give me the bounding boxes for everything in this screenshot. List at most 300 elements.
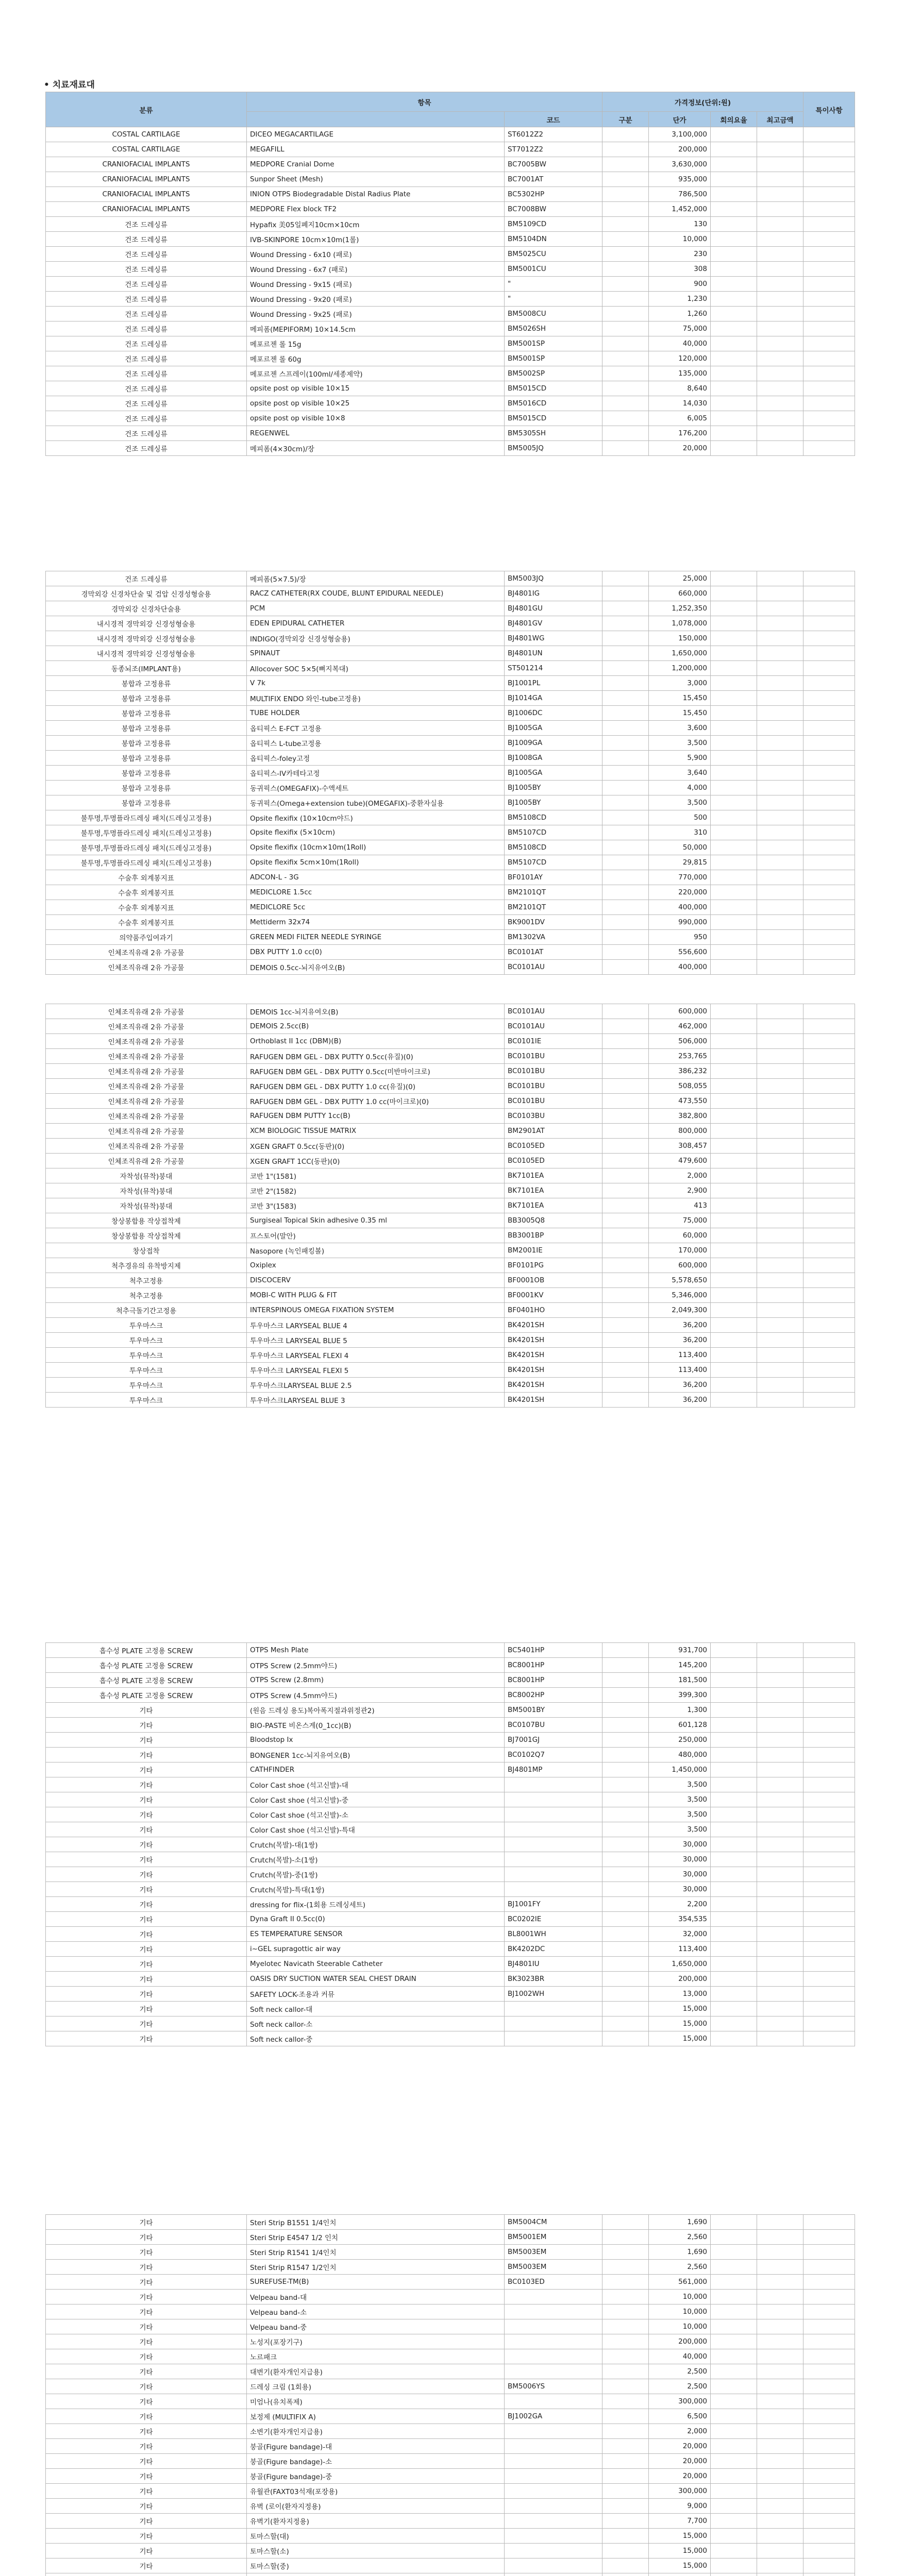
category-cell: 기타 xyxy=(46,1777,247,1792)
code-cell: BJ4801GU xyxy=(505,601,602,616)
code-cell: BC8001HP xyxy=(505,1673,602,1688)
item-name-cell: MEDICLORE 5cc xyxy=(247,900,505,915)
table-row xyxy=(46,2260,855,2275)
rate-cell xyxy=(711,2424,757,2439)
max-amount-cell xyxy=(757,127,803,142)
max-amount-cell xyxy=(757,1867,803,1882)
rate-cell xyxy=(711,1139,757,1154)
table-row xyxy=(46,646,855,661)
category-cell: 기타 xyxy=(46,2016,247,2031)
rate-cell xyxy=(711,1942,757,1957)
item-name-cell: Wound Dressing - 9x15 (패로) xyxy=(247,277,505,292)
category-cell: 내시경적 경막외강 신경성형술용 xyxy=(46,616,247,631)
code-cell xyxy=(505,2002,602,2016)
type-cell xyxy=(602,2394,649,2409)
note-cell xyxy=(803,840,855,855)
unit-price-cell: 1,300 xyxy=(649,1703,711,1718)
category-cell: 기타 xyxy=(46,2558,247,2573)
note-cell xyxy=(803,1094,855,1109)
max-amount-cell xyxy=(757,1228,803,1243)
category-cell: 기타 xyxy=(46,1852,247,1867)
max-amount-cell xyxy=(757,247,803,262)
max-amount-cell xyxy=(757,2379,803,2394)
rate-cell xyxy=(711,1228,757,1243)
type-cell xyxy=(602,751,649,766)
max-amount-cell xyxy=(757,1243,803,1258)
max-amount-cell xyxy=(757,1673,803,1688)
note-cell xyxy=(803,1972,855,1987)
table-row xyxy=(46,751,855,766)
code-cell: BK7101EA xyxy=(505,1183,602,1198)
max-amount-cell xyxy=(757,2304,803,2319)
table-row xyxy=(46,232,855,247)
max-amount-cell xyxy=(757,366,803,381)
category-cell: 건조 드레싱류 xyxy=(46,426,247,441)
max-amount-cell xyxy=(757,721,803,736)
rate-cell xyxy=(711,810,757,825)
max-amount-cell xyxy=(757,2469,803,2484)
item-name-cell: Oxiplex xyxy=(247,1258,505,1273)
type-cell xyxy=(602,1333,649,1348)
item-name-cell: XGEN GRAFT 0.5cc(동판)(0) xyxy=(247,1139,505,1154)
header-item: 항목 xyxy=(247,92,602,112)
table-row xyxy=(46,825,855,840)
code-cell: BM5015CD xyxy=(505,381,602,396)
type-cell xyxy=(602,616,649,631)
type-cell xyxy=(602,336,649,351)
rate-cell xyxy=(711,825,757,840)
max-amount-cell xyxy=(757,2558,803,2573)
table-row xyxy=(46,262,855,277)
type-cell xyxy=(602,411,649,426)
item-name-cell: 메포르젠 롤 15g xyxy=(247,336,505,351)
category-cell: 경막외강 신경차단술용 xyxy=(46,601,247,616)
unit-price-cell: 40,000 xyxy=(649,2349,711,2364)
category-cell: 기타 xyxy=(46,2379,247,2394)
item-name-cell: PCM xyxy=(247,601,505,616)
item-name-cell: REGENWEL xyxy=(247,426,505,441)
category-cell: 기타 xyxy=(46,1733,247,1748)
rate-cell xyxy=(711,1807,757,1822)
table-row xyxy=(46,426,855,441)
table-row xyxy=(46,1213,855,1228)
code-cell: BM5026SH xyxy=(505,321,602,336)
note-cell xyxy=(803,1198,855,1213)
max-amount-cell xyxy=(757,840,803,855)
type-cell xyxy=(602,1378,649,1393)
note-cell xyxy=(803,1703,855,1718)
rate-cell xyxy=(711,2334,757,2349)
rate-cell xyxy=(711,1762,757,1777)
type-cell xyxy=(602,1109,649,1124)
note-cell xyxy=(803,277,855,292)
unit-price-cell: 310 xyxy=(649,825,711,840)
rate-cell xyxy=(711,795,757,810)
table-row xyxy=(46,706,855,721)
category-cell: 기타 xyxy=(46,1867,247,1882)
code-cell xyxy=(505,1777,602,1792)
item-name-cell: OTPS Screw (2.8mm) xyxy=(247,1673,505,1688)
type-cell xyxy=(602,1064,649,1079)
type-cell xyxy=(602,1168,649,1183)
note-cell xyxy=(803,2230,855,2245)
category-cell: 기타 xyxy=(46,1748,247,1762)
note-cell xyxy=(803,1792,855,1807)
rate-cell xyxy=(711,157,757,172)
rate-cell xyxy=(711,1733,757,1748)
item-name-cell: RACZ CATHETER(RX COUDE, BLUNT EPIDURAL NEEDLE) xyxy=(247,586,505,601)
table-row xyxy=(46,142,855,157)
table-row xyxy=(46,586,855,601)
table-row xyxy=(46,885,855,900)
item-name-cell: 동귀픽스(Omega+extension tube)(OMEGAFIX)-중환자실용 xyxy=(247,795,505,810)
rate-cell xyxy=(711,247,757,262)
max-amount-cell xyxy=(757,1064,803,1079)
table-row xyxy=(46,202,855,217)
unit-price-cell: 29,815 xyxy=(649,855,711,870)
type-cell xyxy=(602,945,649,960)
rate-cell xyxy=(711,2230,757,2245)
code-cell xyxy=(505,2454,602,2469)
note-cell xyxy=(803,1273,855,1288)
note-cell xyxy=(803,321,855,336)
max-amount-cell xyxy=(757,1139,803,1154)
rate-cell xyxy=(711,1004,757,1019)
table-row xyxy=(46,2394,855,2409)
rate-cell xyxy=(711,870,757,885)
item-name-cell: Sunpor Sheet (Mesh) xyxy=(247,172,505,187)
item-name-cell: OTPS Mesh Plate xyxy=(247,1643,505,1658)
category-cell: 기타 xyxy=(46,2544,247,2558)
item-name-cell: 옵티픽스 L-tube고정용 xyxy=(247,736,505,751)
type-cell xyxy=(602,1837,649,1852)
note-cell xyxy=(803,1049,855,1064)
category-cell: 건조 드레싱류 xyxy=(46,366,247,381)
category-cell: 인체조직유래 2유 가공물 xyxy=(46,1109,247,1124)
table-row xyxy=(46,157,855,172)
unit-price-cell: 800,000 xyxy=(649,1124,711,1139)
category-cell: 척추경유의 유착방지제 xyxy=(46,1258,247,1273)
note-cell xyxy=(803,1867,855,1882)
table-row xyxy=(46,247,855,262)
rate-cell xyxy=(711,292,757,307)
code-cell xyxy=(505,1792,602,1807)
unit-price-cell: 508,055 xyxy=(649,1079,711,1094)
item-name-cell: 옵티픽스 E-FCT 고정용 xyxy=(247,721,505,736)
note-cell xyxy=(803,1333,855,1348)
item-name-cell: 옵티픽스-IV카테타고정 xyxy=(247,766,505,781)
code-cell: BC0103BU xyxy=(505,1109,602,1124)
max-amount-cell xyxy=(757,1807,803,1822)
header-rate: 회의요율 xyxy=(711,112,757,127)
note-cell xyxy=(803,781,855,795)
max-amount-cell xyxy=(757,1109,803,1124)
category-cell: 기타 xyxy=(46,1927,247,1942)
unit-price-cell: 15,000 xyxy=(649,2002,711,2016)
table-row xyxy=(46,2544,855,2558)
category-cell: 인체조직유래 2유 가공물 xyxy=(46,960,247,975)
table-row xyxy=(46,366,855,381)
code-cell: BC5401HP xyxy=(505,1643,602,1658)
item-name-cell xyxy=(247,2573,505,2576)
code-cell: BM2001IE xyxy=(505,1243,602,1258)
table-row xyxy=(46,736,855,751)
type-cell xyxy=(602,202,649,217)
table-row xyxy=(46,2409,855,2424)
max-amount-cell xyxy=(757,1049,803,1064)
rate-cell xyxy=(711,2245,757,2260)
note-cell xyxy=(803,1658,855,1673)
note-cell xyxy=(803,351,855,366)
table-row xyxy=(46,840,855,855)
category-cell: 투우마스크 xyxy=(46,1363,247,1378)
rate-cell xyxy=(711,1034,757,1049)
rate-cell xyxy=(711,1792,757,1807)
code-cell: BJ1005BY xyxy=(505,781,602,795)
item-name-cell: OTPS Screw (4.5mm야드) xyxy=(247,1688,505,1703)
unit-price-cell: 220,000 xyxy=(649,885,711,900)
rate-cell xyxy=(711,601,757,616)
rate-cell xyxy=(711,1079,757,1094)
type-cell xyxy=(602,1688,649,1703)
table-row xyxy=(46,1867,855,1882)
note-cell xyxy=(803,2290,855,2304)
item-name-cell: Steri Strip R1541 1/4인치 xyxy=(247,2245,505,2260)
category-cell: 기타 xyxy=(46,2499,247,2514)
table-row xyxy=(46,1703,855,1718)
note-cell xyxy=(803,1718,855,1733)
item-name-cell: Soft neck callor-대 xyxy=(247,2002,505,2016)
note-cell xyxy=(803,855,855,870)
table-row xyxy=(46,1718,855,1733)
rate-cell xyxy=(711,2469,757,2484)
type-cell xyxy=(602,1019,649,1034)
rate-cell xyxy=(711,1703,757,1718)
category-cell: 수술후 외계봉지표 xyxy=(46,915,247,930)
table-row xyxy=(46,676,855,691)
code-cell: BJ4801WG xyxy=(505,631,602,646)
price-table-section xyxy=(45,2214,855,2576)
note-cell xyxy=(803,1882,855,1897)
table-row xyxy=(46,1762,855,1777)
rate-cell xyxy=(711,751,757,766)
unit-price-cell: 150,000 xyxy=(649,631,711,646)
type-cell xyxy=(602,766,649,781)
table-row xyxy=(46,2469,855,2484)
max-amount-cell xyxy=(757,2002,803,2016)
unit-price-cell: 600,000 xyxy=(649,1004,711,1019)
note-cell xyxy=(803,1777,855,1792)
max-amount-cell xyxy=(757,751,803,766)
code-cell xyxy=(505,2394,602,2409)
unit-price-cell: 660,000 xyxy=(649,586,711,601)
table-row xyxy=(46,1049,855,1064)
category-cell: 인체조직유래 2유 가공물 xyxy=(46,1019,247,1034)
rate-cell xyxy=(711,277,757,292)
category-cell: 흡수성 PLATE 고정용 SCREW xyxy=(46,1658,247,1673)
rate-cell xyxy=(711,721,757,736)
item-name-cell: 토마스할(소) xyxy=(247,2544,505,2558)
type-cell xyxy=(602,247,649,262)
code-cell: BJ7001GJ xyxy=(505,1733,602,1748)
header-item-name xyxy=(247,112,505,127)
item-name-cell: DICEO MEGACARTILAGE xyxy=(247,127,505,142)
table-row xyxy=(46,292,855,307)
code-cell xyxy=(505,2529,602,2544)
code-cell: BF0401HO xyxy=(505,1303,602,1318)
max-amount-cell xyxy=(757,915,803,930)
code-cell: BC0101BU xyxy=(505,1094,602,1109)
code-cell: BJ1002GA xyxy=(505,2409,602,2424)
code-cell xyxy=(505,2499,602,2514)
category-cell: 흡수성 PLATE 고정용 SCREW xyxy=(46,1688,247,1703)
category-cell: 척추고정용 xyxy=(46,1288,247,1303)
max-amount-cell xyxy=(757,1318,803,1333)
category-cell: 봉합과 고정용류 xyxy=(46,691,247,706)
max-amount-cell xyxy=(757,232,803,247)
table-row xyxy=(46,721,855,736)
type-cell xyxy=(602,1243,649,1258)
max-amount-cell xyxy=(757,2349,803,2364)
note-cell xyxy=(803,2424,855,2439)
max-amount-cell xyxy=(757,571,803,586)
unit-price-cell: 2,560 xyxy=(649,2260,711,2275)
code-cell: BM5001EM xyxy=(505,2230,602,2245)
max-amount-cell xyxy=(757,1168,803,1183)
code-cell: BJ1005BY xyxy=(505,795,602,810)
unit-price-cell: 10,000 xyxy=(649,2304,711,2319)
rate-cell xyxy=(711,187,757,202)
type-cell xyxy=(602,142,649,157)
code-cell: BK4201SH xyxy=(505,1363,602,1378)
max-amount-cell xyxy=(757,1019,803,1034)
unit-price-cell: 400,000 xyxy=(649,900,711,915)
type-cell xyxy=(602,1822,649,1837)
unit-price-cell: 36,200 xyxy=(649,1378,711,1393)
note-cell xyxy=(803,1079,855,1094)
note-cell xyxy=(803,2439,855,2454)
category-cell: 의약품주입여과기 xyxy=(46,930,247,945)
rate-cell xyxy=(711,1643,757,1658)
category-cell: 흡수성 PLATE 고정용 SCREW xyxy=(46,1643,247,1658)
item-name-cell: 메포르젠 롤 60g xyxy=(247,351,505,366)
table-row xyxy=(46,1942,855,1957)
unit-price-cell: 386,232 xyxy=(649,1064,711,1079)
max-amount-cell xyxy=(757,2499,803,2514)
table-row xyxy=(46,1927,855,1942)
type-cell xyxy=(602,1154,649,1168)
unit-price-cell: 181,500 xyxy=(649,1673,711,1688)
code-cell: BF0101AY xyxy=(505,870,602,885)
item-name-cell: 투우마스크 LARYSEAL BLUE 4 xyxy=(247,1318,505,1333)
category-cell: 인체조직유래 2유 가공물 xyxy=(46,1139,247,1154)
max-amount-cell xyxy=(757,1273,803,1288)
unit-price-cell: 4,000 xyxy=(649,781,711,795)
item-name-cell: MEDPORE Flex block TF2 xyxy=(247,202,505,217)
rate-cell xyxy=(711,1748,757,1762)
type-cell xyxy=(602,321,649,336)
code-cell: BF0001KV xyxy=(505,1288,602,1303)
item-name-cell: IVB-SKINPORE 10cm×10m(1롤) xyxy=(247,232,505,247)
code-cell: BC0101AU xyxy=(505,1004,602,1019)
unit-price-cell: 170,000 xyxy=(649,1243,711,1258)
rate-cell xyxy=(711,2260,757,2275)
category-cell: 기타 xyxy=(46,1807,247,1822)
category-cell: 창상접착 xyxy=(46,1243,247,1258)
table-row xyxy=(46,795,855,810)
rate-cell xyxy=(711,2544,757,2558)
code-cell xyxy=(505,2439,602,2454)
note-cell xyxy=(803,1213,855,1228)
category-cell: 기타 xyxy=(46,2484,247,2499)
type-cell xyxy=(602,1183,649,1198)
item-name-cell: RAFUGEN DBM GEL - DBX PUTTY 0.5cc(유질)(0) xyxy=(247,1049,505,1064)
unit-price-cell: 20,000 xyxy=(649,2439,711,2454)
note-cell xyxy=(803,2260,855,2275)
max-amount-cell xyxy=(757,795,803,810)
header-code: 코드 xyxy=(505,112,602,127)
code-cell: BC0105ED xyxy=(505,1139,602,1154)
item-name-cell: OTPS Screw (2.5mm야드) xyxy=(247,1658,505,1673)
unit-price-cell: 120,000 xyxy=(649,351,711,366)
note-cell xyxy=(803,1228,855,1243)
max-amount-cell xyxy=(757,2016,803,2031)
item-name-cell: 유벽기(환자지정용) xyxy=(247,2514,505,2529)
item-name-cell: Allocover SOC 5×5(뼈지복대) xyxy=(247,661,505,676)
note-cell xyxy=(803,1139,855,1154)
code-cell: ST501214 xyxy=(505,661,602,676)
code-cell: BC0101AU xyxy=(505,1019,602,1034)
unit-price-cell: 15,000 xyxy=(649,2031,711,2046)
unit-price-cell: 135,000 xyxy=(649,366,711,381)
code-cell: BJ1001PL xyxy=(505,676,602,691)
code-cell: BM2101QT xyxy=(505,900,602,915)
rate-cell xyxy=(711,426,757,441)
rate-cell xyxy=(711,2409,757,2424)
item-name-cell: MEDPORE Cranial Dome xyxy=(247,157,505,172)
type-cell xyxy=(602,2514,649,2529)
note-cell xyxy=(803,631,855,646)
unit-price-cell: 1,650,000 xyxy=(649,1957,711,1972)
table-row xyxy=(46,1643,855,1658)
item-name-cell: opsite post op visible 10×25 xyxy=(247,396,505,411)
note-cell xyxy=(803,870,855,885)
category-cell: 인체조직유래 2유 가공물 xyxy=(46,1004,247,1019)
unit-price-cell: 15,000 xyxy=(649,2016,711,2031)
unit-price-cell: 400,000 xyxy=(649,960,711,975)
max-amount-cell xyxy=(757,1348,803,1363)
note-cell xyxy=(803,1942,855,1957)
rate-cell xyxy=(711,1258,757,1273)
code-cell: ST7012Z2 xyxy=(505,142,602,157)
price-table-section xyxy=(45,1642,855,2046)
note-cell xyxy=(803,1643,855,1658)
table-row xyxy=(46,307,855,321)
type-cell xyxy=(602,292,649,307)
unit-price-cell: 308,457 xyxy=(649,1139,711,1154)
max-amount-cell xyxy=(757,1154,803,1168)
note-cell xyxy=(803,1109,855,1124)
item-name-cell: DBX PUTTY 1.0 cc(0) xyxy=(247,945,505,960)
rate-cell xyxy=(711,2349,757,2364)
unit-price-cell: 413 xyxy=(649,1198,711,1213)
rate-cell xyxy=(711,1867,757,1882)
item-name-cell: RAFUGEN DBM PUTTY 1cc(B) xyxy=(247,1109,505,1124)
type-cell xyxy=(602,2290,649,2304)
note-cell xyxy=(803,601,855,616)
table-row xyxy=(46,1183,855,1198)
type-cell xyxy=(602,2409,649,2424)
